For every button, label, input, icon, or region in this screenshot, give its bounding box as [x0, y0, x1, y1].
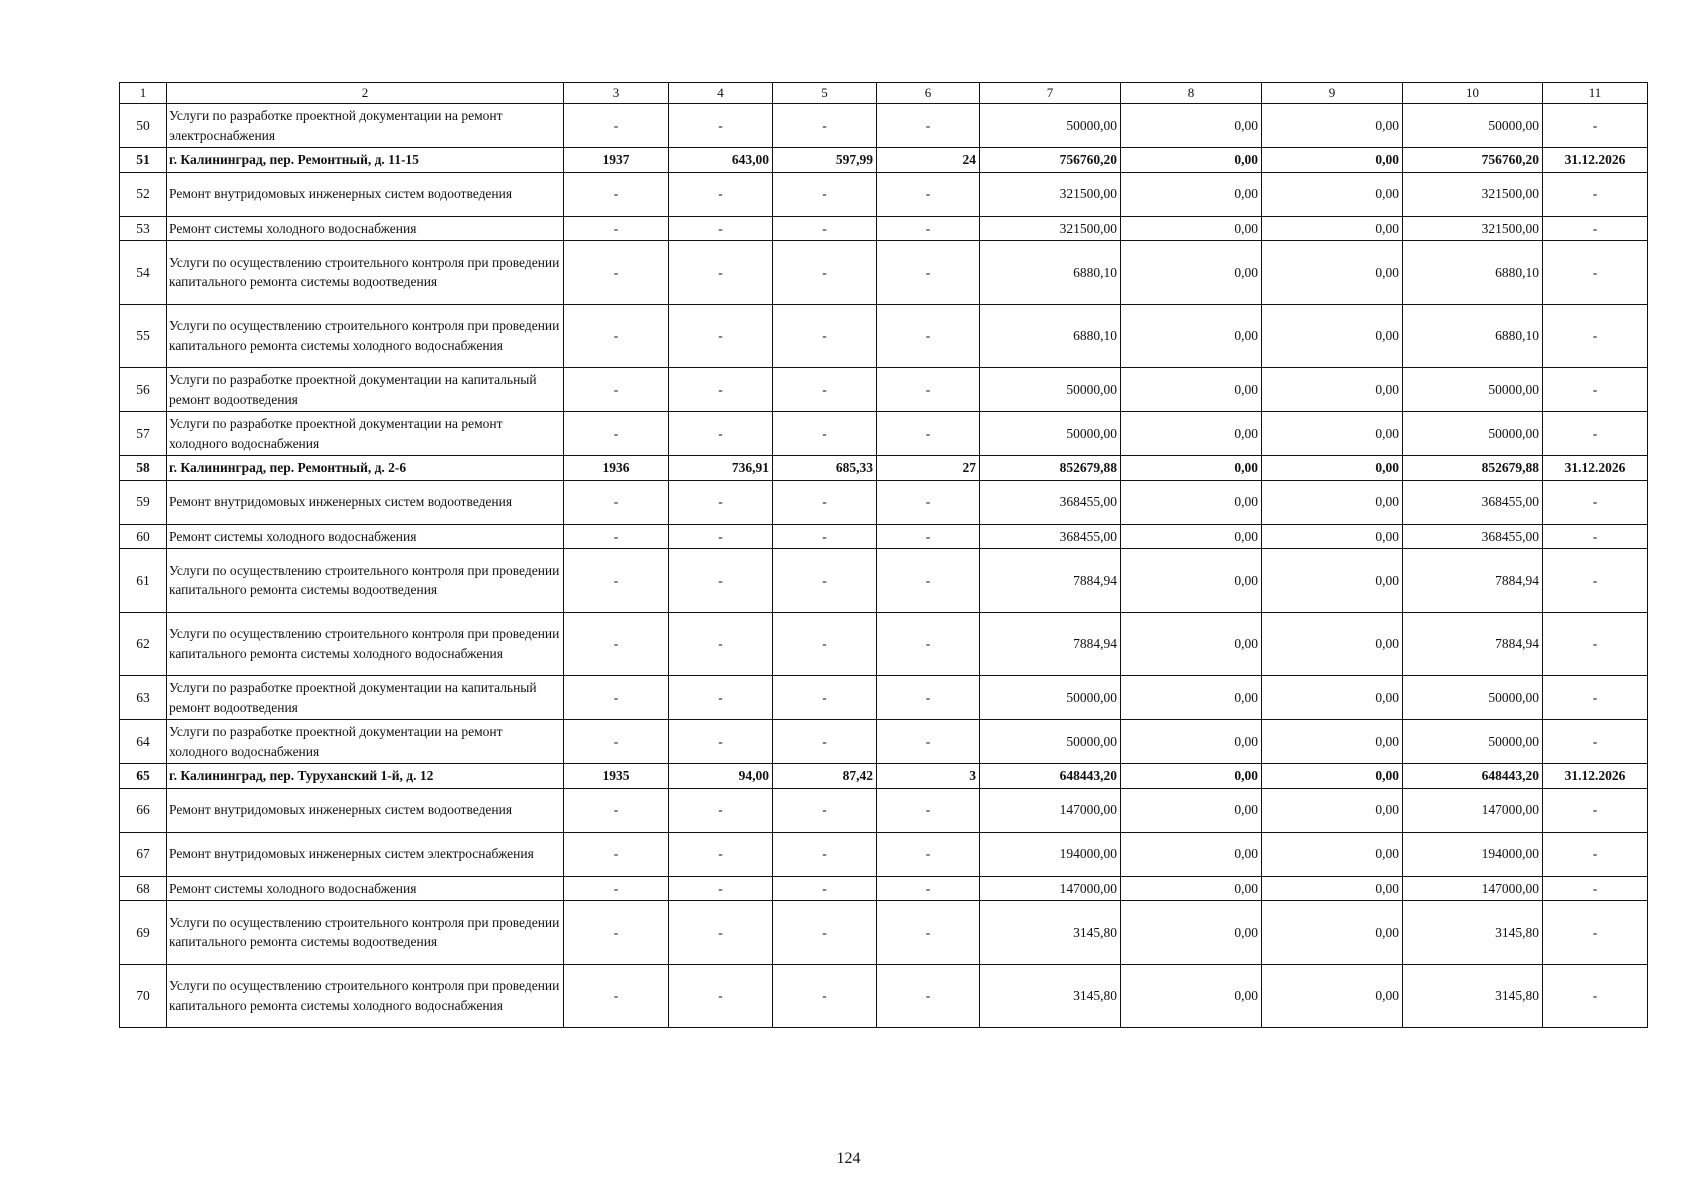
work-description-cell: г. Калининград, пер. Туруханский 1-й, д. 12 [167, 764, 564, 789]
capital-repair-table [119, 82, 1648, 1028]
completion-date-cell: - [1543, 549, 1648, 613]
work-description-cell: Услуги по осуществлению строительного контроля при проведении капитального ремонта системы холодного водоснабжения [167, 964, 564, 1028]
total-cost-cell: 368455,00 [980, 480, 1121, 524]
total-area-cell: - [669, 549, 773, 613]
work-description-cell: Услуги по осуществлению строительного контроля при проведении капитального ремонта системы водоотведения [167, 549, 564, 613]
completion-date-cell: - [1543, 241, 1648, 305]
residents-cell: - [877, 368, 980, 412]
row-number-cell: 59 [120, 480, 167, 524]
owners-cost-cell: 0,00 [1262, 764, 1403, 789]
total-cost-cell: 147000,00 [980, 788, 1121, 832]
total-cost-cell: 7884,94 [980, 612, 1121, 676]
living-area-cell: - [773, 241, 877, 305]
header-cell-8: 8 [1121, 83, 1262, 104]
living-area-cell: - [773, 304, 877, 368]
work-description-cell: Ремонт внутридомовых инженерных систем водоотведения [167, 788, 564, 832]
total-area-cell: - [669, 241, 773, 305]
work-description-cell: Услуги по осуществлению строительного контроля при проведении капитального ремонта системы холодного водоснабжения [167, 612, 564, 676]
contributions-cost-cell: 368455,00 [1403, 480, 1543, 524]
fund-cost-cell: 0,00 [1121, 524, 1262, 549]
contributions-cost-cell: 368455,00 [1403, 524, 1543, 549]
completion-date-cell: - [1543, 104, 1648, 148]
living-area-cell: - [773, 676, 877, 720]
residents-cell: 27 [877, 456, 980, 481]
year-built-cell: - [564, 901, 669, 965]
row-number-cell: 61 [120, 549, 167, 613]
living-area-cell: - [773, 524, 877, 549]
row-number-cell: 53 [120, 216, 167, 241]
living-area-cell: - [773, 104, 877, 148]
work-description-cell: Услуги по разработке проектной документации на ремонт электроснабжения [167, 104, 564, 148]
contributions-cost-cell: 3145,80 [1403, 964, 1543, 1028]
total-cost-cell: 368455,00 [980, 524, 1121, 549]
table-row [120, 241, 1648, 305]
contributions-cost-cell: 147000,00 [1403, 876, 1543, 901]
fund-cost-cell: 0,00 [1121, 876, 1262, 901]
year-built-cell: - [564, 832, 669, 876]
work-description-cell: Ремонт внутридомовых инженерных систем электроснабжения [167, 832, 564, 876]
fund-cost-cell: 0,00 [1121, 412, 1262, 456]
table-row [120, 172, 1648, 216]
year-built-cell: - [564, 304, 669, 368]
row-number-cell: 68 [120, 876, 167, 901]
completion-date-cell: - [1543, 876, 1648, 901]
owners-cost-cell: 0,00 [1262, 148, 1403, 173]
living-area-cell: - [773, 216, 877, 241]
contributions-cost-cell: 50000,00 [1403, 368, 1543, 412]
fund-cost-cell: 0,00 [1121, 676, 1262, 720]
work-description-cell: г. Калининград, пер. Ремонтный, д. 11-15 [167, 148, 564, 173]
owners-cost-cell: 0,00 [1262, 876, 1403, 901]
contributions-cost-cell: 6880,10 [1403, 304, 1543, 368]
table-row [120, 524, 1648, 549]
owners-cost-cell: 0,00 [1262, 304, 1403, 368]
table-row [120, 876, 1648, 901]
living-area-cell: - [773, 876, 877, 901]
residents-cell: - [877, 104, 980, 148]
year-built-cell: - [564, 964, 669, 1028]
total-cost-cell: 50000,00 [980, 412, 1121, 456]
contributions-cost-cell: 648443,20 [1403, 764, 1543, 789]
row-number-cell: 60 [120, 524, 167, 549]
work-description-cell: Услуги по осуществлению строительного контроля при проведении капитального ремонта системы холодного водоснабжения [167, 304, 564, 368]
total-area-cell: 94,00 [669, 764, 773, 789]
completion-date-cell: - [1543, 216, 1648, 241]
completion-date-cell: - [1543, 676, 1648, 720]
fund-cost-cell: 0,00 [1121, 764, 1262, 789]
fund-cost-cell: 0,00 [1121, 964, 1262, 1028]
fund-cost-cell: 0,00 [1121, 172, 1262, 216]
completion-date-cell: - [1543, 304, 1648, 368]
fund-cost-cell: 0,00 [1121, 148, 1262, 173]
total-cost-cell: 50000,00 [980, 676, 1121, 720]
work-description-cell: г. Калининград, пер. Ремонтный, д. 2-6 [167, 456, 564, 481]
table-body [120, 83, 1648, 1028]
row-number-cell: 70 [120, 964, 167, 1028]
owners-cost-cell: 0,00 [1262, 368, 1403, 412]
contributions-cost-cell: 50000,00 [1403, 720, 1543, 764]
address-row [120, 456, 1648, 481]
header-row [120, 83, 1648, 104]
owners-cost-cell: 0,00 [1262, 216, 1403, 241]
table-row [120, 832, 1648, 876]
owners-cost-cell: 0,00 [1262, 524, 1403, 549]
residents-cell: - [877, 216, 980, 241]
row-number-cell: 62 [120, 612, 167, 676]
owners-cost-cell: 0,00 [1262, 964, 1403, 1028]
total-cost-cell: 50000,00 [980, 368, 1121, 412]
page-number: 124 [836, 1150, 861, 1167]
completion-date-cell: 31.12.2026 [1543, 148, 1648, 173]
total-cost-cell: 648443,20 [980, 764, 1121, 789]
contributions-cost-cell: 3145,80 [1403, 901, 1543, 965]
work-description-cell: Ремонт внутридомовых инженерных систем водоотведения [167, 172, 564, 216]
contributions-cost-cell: 7884,94 [1403, 549, 1543, 613]
total-area-cell: - [669, 216, 773, 241]
table-row [120, 612, 1648, 676]
total-cost-cell: 50000,00 [980, 104, 1121, 148]
table-row [120, 412, 1648, 456]
fund-cost-cell: 0,00 [1121, 480, 1262, 524]
residents-cell: - [877, 412, 980, 456]
total-cost-cell: 7884,94 [980, 549, 1121, 613]
total-area-cell: - [669, 788, 773, 832]
living-area-cell: 597,99 [773, 148, 877, 173]
year-built-cell: - [564, 788, 669, 832]
header-cell-5: 5 [773, 83, 877, 104]
header-cell-11: 11 [1543, 83, 1648, 104]
owners-cost-cell: 0,00 [1262, 412, 1403, 456]
living-area-cell: - [773, 964, 877, 1028]
total-area-cell: - [669, 304, 773, 368]
residents-cell: 3 [877, 764, 980, 789]
year-built-cell: 1936 [564, 456, 669, 481]
completion-date-cell: - [1543, 612, 1648, 676]
year-built-cell: - [564, 876, 669, 901]
completion-date-cell: - [1543, 480, 1648, 524]
row-number-cell: 64 [120, 720, 167, 764]
year-built-cell: 1935 [564, 764, 669, 789]
residents-cell: - [877, 676, 980, 720]
table-row [120, 104, 1648, 148]
table-row [120, 216, 1648, 241]
completion-date-cell: - [1543, 524, 1648, 549]
year-built-cell: - [564, 480, 669, 524]
total-area-cell: - [669, 832, 773, 876]
total-cost-cell: 147000,00 [980, 876, 1121, 901]
header-cell-7: 7 [980, 83, 1121, 104]
living-area-cell: - [773, 368, 877, 412]
total-cost-cell: 3145,80 [980, 964, 1121, 1028]
residents-cell: 24 [877, 148, 980, 173]
contributions-cost-cell: 756760,20 [1403, 148, 1543, 173]
row-number-cell: 58 [120, 456, 167, 481]
owners-cost-cell: 0,00 [1262, 676, 1403, 720]
address-row [120, 148, 1648, 173]
address-row [120, 764, 1648, 789]
table-row [120, 720, 1648, 764]
fund-cost-cell: 0,00 [1121, 304, 1262, 368]
work-description-cell: Ремонт системы холодного водоснабжения [167, 216, 564, 241]
year-built-cell: - [564, 676, 669, 720]
contributions-cost-cell: 321500,00 [1403, 172, 1543, 216]
total-area-cell: - [669, 612, 773, 676]
row-number-cell: 63 [120, 676, 167, 720]
row-number-cell: 57 [120, 412, 167, 456]
fund-cost-cell: 0,00 [1121, 456, 1262, 481]
year-built-cell: - [564, 612, 669, 676]
year-built-cell: - [564, 368, 669, 412]
fund-cost-cell: 0,00 [1121, 832, 1262, 876]
completion-date-cell: 31.12.2026 [1543, 764, 1648, 789]
living-area-cell: - [773, 480, 877, 524]
completion-date-cell: - [1543, 172, 1648, 216]
residents-cell: - [877, 172, 980, 216]
residents-cell: - [877, 549, 980, 613]
year-built-cell: - [564, 172, 669, 216]
year-built-cell: - [564, 720, 669, 764]
residents-cell: - [877, 720, 980, 764]
completion-date-cell: - [1543, 901, 1648, 965]
total-area-cell: - [669, 964, 773, 1028]
row-number-cell: 55 [120, 304, 167, 368]
owners-cost-cell: 0,00 [1262, 104, 1403, 148]
total-cost-cell: 6880,10 [980, 241, 1121, 305]
table-row [120, 676, 1648, 720]
living-area-cell: - [773, 612, 877, 676]
residents-cell: - [877, 964, 980, 1028]
table-row [120, 901, 1648, 965]
residents-cell: - [877, 524, 980, 549]
row-number-cell: 65 [120, 764, 167, 789]
total-cost-cell: 194000,00 [980, 832, 1121, 876]
row-number-cell: 52 [120, 172, 167, 216]
total-area-cell: - [669, 676, 773, 720]
completion-date-cell: - [1543, 832, 1648, 876]
residents-cell: - [877, 788, 980, 832]
living-area-cell: - [773, 172, 877, 216]
completion-date-cell: - [1543, 368, 1648, 412]
residents-cell: - [877, 876, 980, 901]
work-description-cell: Услуги по разработке проектной документации на ремонт холодного водоснабжения [167, 720, 564, 764]
residents-cell: - [877, 304, 980, 368]
contributions-cost-cell: 6880,10 [1403, 241, 1543, 305]
work-description-cell: Услуги по разработке проектной документации на ремонт холодного водоснабжения [167, 412, 564, 456]
living-area-cell: - [773, 788, 877, 832]
living-area-cell: - [773, 720, 877, 764]
owners-cost-cell: 0,00 [1262, 832, 1403, 876]
owners-cost-cell: 0,00 [1262, 172, 1403, 216]
work-description-cell: Услуги по осуществлению строительного контроля при проведении капитального ремонта системы водоотведения [167, 901, 564, 965]
residents-cell: - [877, 901, 980, 965]
owners-cost-cell: 0,00 [1262, 612, 1403, 676]
contributions-cost-cell: 7884,94 [1403, 612, 1543, 676]
table-row [120, 549, 1648, 613]
year-built-cell: - [564, 216, 669, 241]
owners-cost-cell: 0,00 [1262, 241, 1403, 305]
table-row [120, 304, 1648, 368]
total-area-cell: 643,00 [669, 148, 773, 173]
row-number-cell: 66 [120, 788, 167, 832]
contributions-cost-cell: 194000,00 [1403, 832, 1543, 876]
completion-date-cell: - [1543, 964, 1648, 1028]
work-description-cell: Ремонт системы холодного водоснабжения [167, 876, 564, 901]
total-area-cell: - [669, 172, 773, 216]
total-area-cell: - [669, 368, 773, 412]
contributions-cost-cell: 147000,00 [1403, 788, 1543, 832]
header-cell-10: 10 [1403, 83, 1543, 104]
fund-cost-cell: 0,00 [1121, 368, 1262, 412]
total-cost-cell: 756760,20 [980, 148, 1121, 173]
total-area-cell: - [669, 480, 773, 524]
contributions-cost-cell: 321500,00 [1403, 216, 1543, 241]
fund-cost-cell: 0,00 [1121, 612, 1262, 676]
fund-cost-cell: 0,00 [1121, 104, 1262, 148]
work-description-cell: Ремонт системы холодного водоснабжения [167, 524, 564, 549]
owners-cost-cell: 0,00 [1262, 480, 1403, 524]
work-description-cell: Ремонт внутридомовых инженерных систем водоотведения [167, 480, 564, 524]
total-cost-cell: 50000,00 [980, 720, 1121, 764]
fund-cost-cell: 0,00 [1121, 241, 1262, 305]
table-row [120, 788, 1648, 832]
contributions-cost-cell: 50000,00 [1403, 676, 1543, 720]
owners-cost-cell: 0,00 [1262, 549, 1403, 613]
total-area-cell: - [669, 104, 773, 148]
row-number-cell: 51 [120, 148, 167, 173]
contributions-cost-cell: 50000,00 [1403, 412, 1543, 456]
completion-date-cell: 31.12.2026 [1543, 456, 1648, 481]
living-area-cell: - [773, 549, 877, 613]
year-built-cell: - [564, 241, 669, 305]
residents-cell: - [877, 832, 980, 876]
residents-cell: - [877, 612, 980, 676]
header-cell-4: 4 [669, 83, 773, 104]
work-description-cell: Услуги по разработке проектной документации на капитальный ремонт водоотведения [167, 676, 564, 720]
year-built-cell: - [564, 524, 669, 549]
year-built-cell: - [564, 549, 669, 613]
header-cell-2: 2 [167, 83, 564, 104]
total-cost-cell: 852679,88 [980, 456, 1121, 481]
owners-cost-cell: 0,00 [1262, 456, 1403, 481]
living-area-cell: 87,42 [773, 764, 877, 789]
living-area-cell: - [773, 832, 877, 876]
table-row [120, 480, 1648, 524]
header-cell-9: 9 [1262, 83, 1403, 104]
owners-cost-cell: 0,00 [1262, 901, 1403, 965]
row-number-cell: 67 [120, 832, 167, 876]
work-description-cell: Услуги по разработке проектной документации на капитальный ремонт водоотведения [167, 368, 564, 412]
header-cell-1: 1 [120, 83, 167, 104]
header-cell-3: 3 [564, 83, 669, 104]
table-row [120, 964, 1648, 1028]
total-area-cell: - [669, 901, 773, 965]
completion-date-cell: - [1543, 412, 1648, 456]
row-number-cell: 69 [120, 901, 167, 965]
total-area-cell: 736,91 [669, 456, 773, 481]
table-row [120, 368, 1648, 412]
total-area-cell: - [669, 876, 773, 901]
work-description-cell: Услуги по осуществлению строительного контроля при проведении капитального ремонта системы водоотведения [167, 241, 564, 305]
total-area-cell: - [669, 720, 773, 764]
living-area-cell: - [773, 412, 877, 456]
residents-cell: - [877, 241, 980, 305]
completion-date-cell: - [1543, 720, 1648, 764]
living-area-cell: 685,33 [773, 456, 877, 481]
total-cost-cell: 3145,80 [980, 901, 1121, 965]
year-built-cell: 1937 [564, 148, 669, 173]
total-cost-cell: 6880,10 [980, 304, 1121, 368]
row-number-cell: 50 [120, 104, 167, 148]
total-cost-cell: 321500,00 [980, 216, 1121, 241]
contributions-cost-cell: 852679,88 [1403, 456, 1543, 481]
total-area-cell: - [669, 524, 773, 549]
owners-cost-cell: 0,00 [1262, 788, 1403, 832]
row-number-cell: 54 [120, 241, 167, 305]
contributions-cost-cell: 50000,00 [1403, 104, 1543, 148]
fund-cost-cell: 0,00 [1121, 549, 1262, 613]
year-built-cell: - [564, 412, 669, 456]
header-cell-6: 6 [877, 83, 980, 104]
row-number-cell: 56 [120, 368, 167, 412]
fund-cost-cell: 0,00 [1121, 216, 1262, 241]
fund-cost-cell: 0,00 [1121, 788, 1262, 832]
year-built-cell: - [564, 104, 669, 148]
total-cost-cell: 321500,00 [980, 172, 1121, 216]
fund-cost-cell: 0,00 [1121, 901, 1262, 965]
living-area-cell: - [773, 901, 877, 965]
owners-cost-cell: 0,00 [1262, 720, 1403, 764]
residents-cell: - [877, 480, 980, 524]
completion-date-cell: - [1543, 788, 1648, 832]
fund-cost-cell: 0,00 [1121, 720, 1262, 764]
total-area-cell: - [669, 412, 773, 456]
